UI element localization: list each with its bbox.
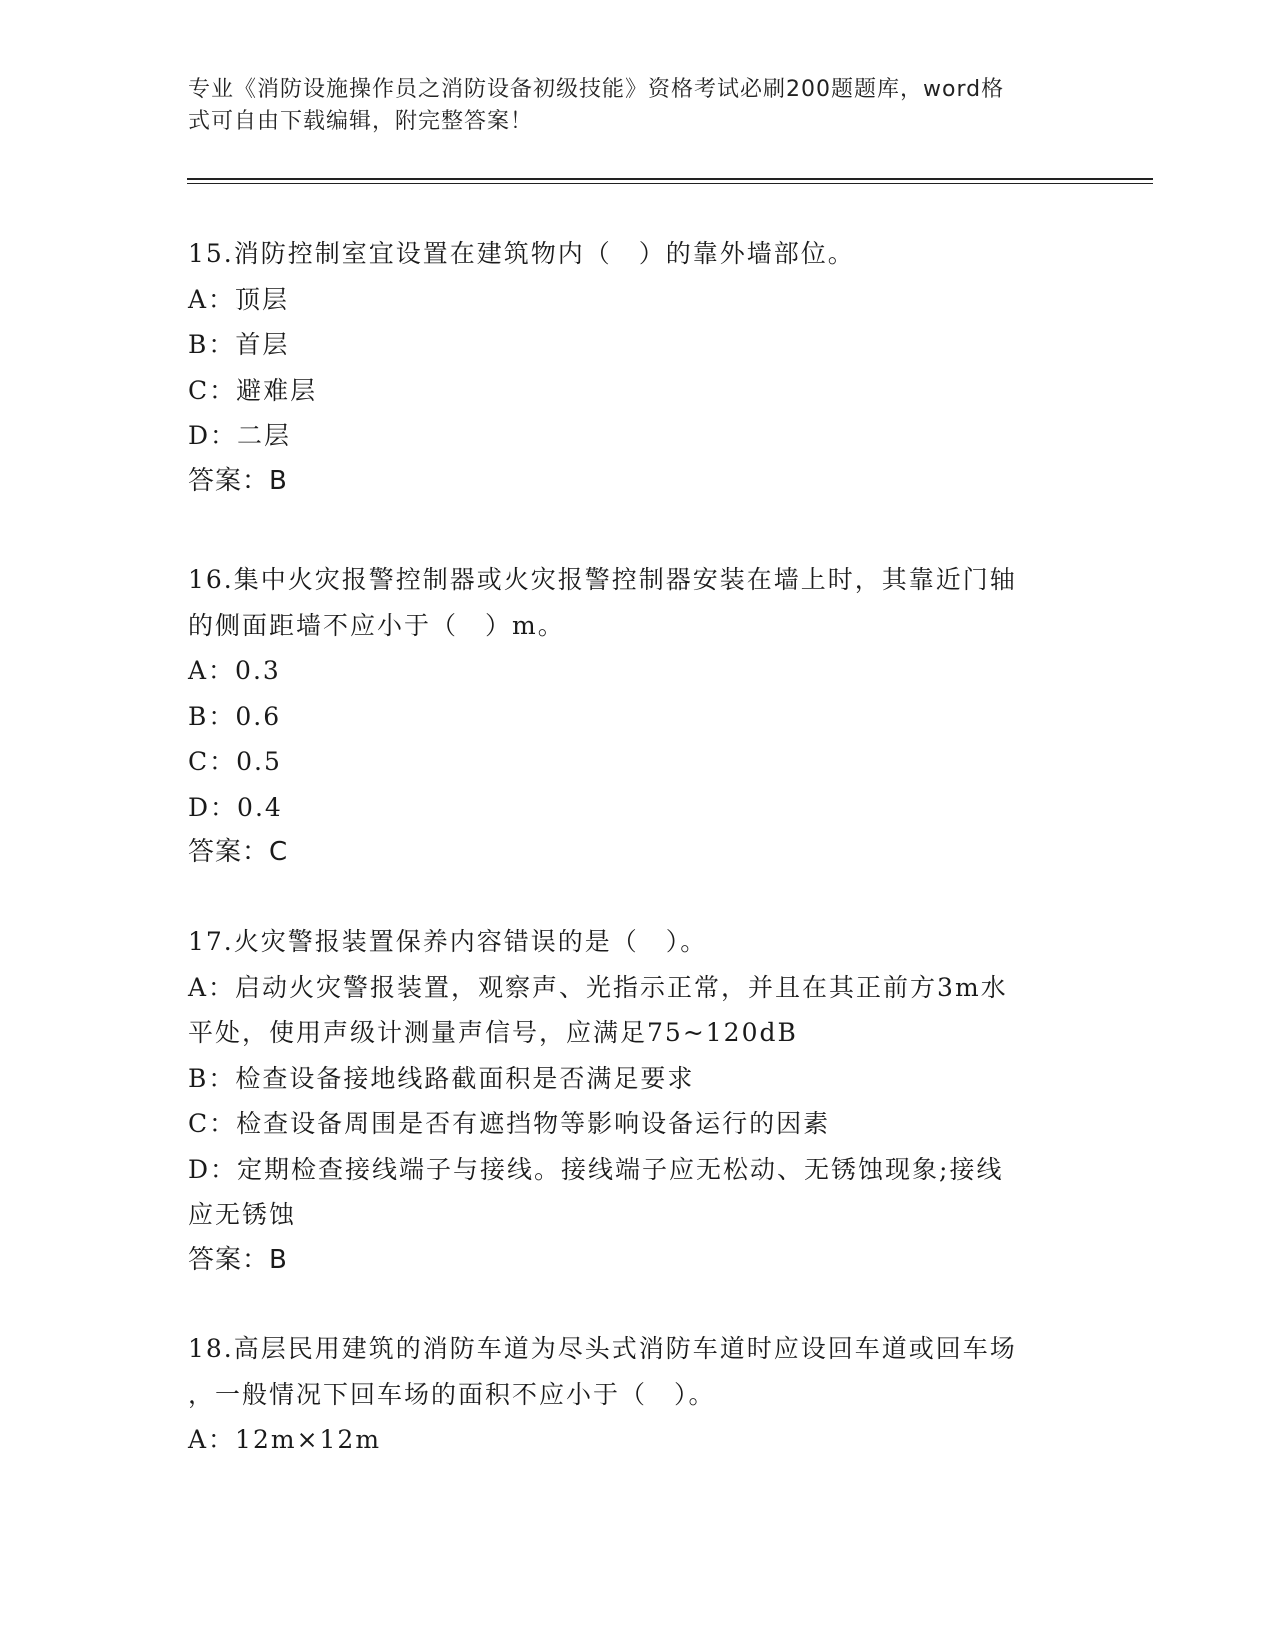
header-line-2: 式可自由下载编辑，附完整答案！ [188,109,534,134]
answer: 答案：B [188,1244,288,1275]
question-17 [188,919,1088,1283]
option-b: B：首层 [188,330,290,359]
question-stem-line-1: 18.高层民用建筑的消防车道为尽头式消防车道时应设回车道或回车场 [188,1334,1017,1363]
option-d: D：二层 [188,421,292,450]
answer: 答案：C [188,837,289,867]
option-b: B：检查设备接地线路截面积是否满足要求 [188,1063,695,1093]
option-c: C：检查设备周围是否有遮挡物等影响设备运行的因素 [188,1109,831,1138]
question-stem: 17.火灾警报装置保养内容错误的是（ ）。 [188,927,708,956]
question-18 [188,1326,1088,1463]
option-a-line-1: A：启动火灾警报装置，观察声、光指示正常，并且在其正前方3m水 [188,972,1008,1002]
option-d-line-2: 应无锈蚀 [188,1200,297,1229]
question-15 [188,231,1088,504]
question-16 [188,557,1088,876]
option-d: D：0.4 [188,792,283,822]
header-divider-thick [187,178,1153,180]
option-a: A：顶层 [188,284,290,314]
option-a-line-2: 平处，使用声级计测量声信号，应满足75~120dB [188,1018,798,1047]
option-d-line-1: D：定期检查接线端子与接线。接线端子应无松动、无锈蚀现象;接线 [188,1154,1004,1184]
question-stem: 15.消防控制室宜设置在建筑物内（ ）的靠外墙部位。 [188,239,855,268]
question-stem-line-1: 16.集中火灾报警控制器或火灾报警控制器安装在墙上时，其靠近门轴 [188,565,1017,594]
option-b: B：0.6 [188,701,282,731]
option-a: A：12m×12m [188,1425,382,1454]
document-header [188,74,1088,138]
header-line-1: 专业《消防设施操作员之消防设备初级技能》资格考试必刷200题题库，word格 [188,77,1005,102]
option-c: C：0.5 [188,747,282,776]
question-stem-line-2: ，一般情况下回车场的面积不应小于（ ）。 [188,1379,716,1409]
header-divider-thin [187,183,1153,184]
option-a: A：0.3 [188,656,281,685]
option-c: C：避难层 [188,375,318,405]
answer: 答案：B [188,465,288,496]
question-stem-line-2: 的侧面距墙不应小于（ ）m。 [188,610,565,640]
